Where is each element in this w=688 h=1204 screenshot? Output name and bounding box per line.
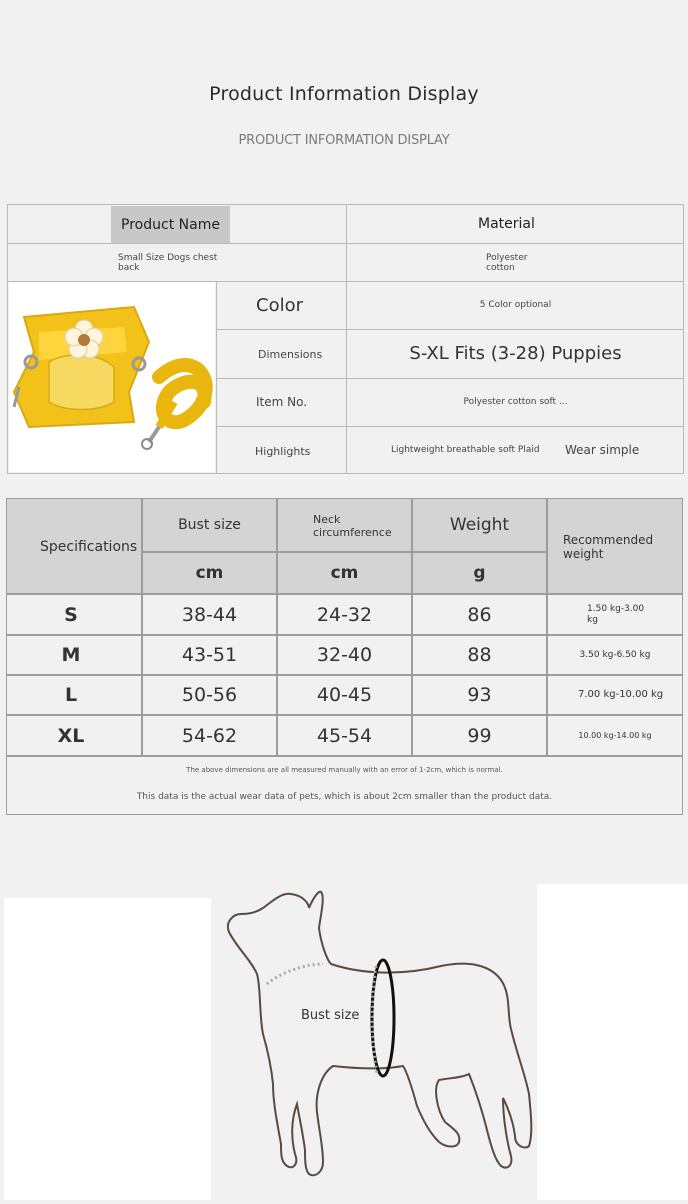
header-recommended-weight: Recommended weight [563, 533, 654, 561]
dog-outline-icon [211, 884, 537, 1200]
row-neck: 40-45 [316, 684, 373, 706]
row-weight: 88 [467, 644, 492, 666]
color-label: Color [256, 294, 303, 316]
size-table [6, 498, 683, 815]
row-recommended: 3.50 kg-6.50 kg [579, 650, 651, 660]
row-bust: 54-62 [181, 724, 238, 747]
bust-size-label: Bust size [301, 1008, 360, 1023]
product-info-table [7, 204, 684, 474]
highlights-label: Highlights [255, 444, 311, 458]
page-title: Product Information Display [209, 83, 479, 105]
item-no-value: Polyester cotton soft ... [463, 397, 568, 407]
row-weight: 93 [467, 684, 492, 706]
measurement-note: The above dimensions are all measured manually with an error of 1-2cm, which is normal. [186, 766, 503, 774]
col-divider [216, 281, 217, 473]
dimensions-label: Dimensions [258, 347, 323, 361]
row-neck: 24-32 [316, 603, 373, 626]
row-weight: 86 [467, 603, 492, 626]
wear-data-note: This data is the actual wear data of pets, which is about 2cm smaller than the product data. [136, 792, 553, 802]
harness-product-image [9, 282, 215, 472]
unit-bust: cm [195, 563, 224, 583]
row-size: S [64, 603, 78, 626]
header-bust-size: Bust size [178, 517, 241, 533]
highlights-value: Lightweight breathable soft Plaid [391, 444, 540, 455]
row-size: L [64, 684, 78, 706]
header-neck: Neck circumference [313, 513, 392, 539]
row-neck: 45-54 [316, 724, 373, 747]
row-neck: 32-40 [316, 644, 373, 666]
header-weight: Weight [449, 515, 510, 535]
dimensions-value: S-XL Fits (3-28) Puppies [409, 343, 622, 364]
highlights-value-2: Wear simple [565, 442, 640, 457]
harness-leash-icon [9, 282, 215, 472]
row-bust: 43-51 [181, 644, 238, 666]
product-name-value: Small Size Dogs chest back [118, 253, 218, 273]
dog-diagram [211, 884, 537, 1200]
item-no-label: Item No. [256, 395, 308, 409]
material-label: Material [478, 216, 535, 232]
product-name-label: Product Name [111, 206, 230, 243]
header-specifications: Specifications [40, 538, 138, 555]
unit-neck: cm [330, 563, 359, 583]
unit-weight: g [473, 563, 486, 583]
row-recommended: 1.50 kg-3.00 kg [587, 604, 645, 625]
white-panel-left [4, 898, 211, 1200]
row-weight: 99 [467, 724, 492, 747]
row-recommended: 10.00 kg-14.00 kg [578, 731, 652, 740]
row-size: XL [57, 724, 85, 747]
row-size: M [61, 644, 81, 666]
page-subtitle: PRODUCT INFORMATION DISPLAY [238, 133, 450, 148]
row-recommended: 7.00 kg-10.00 kg [578, 689, 664, 700]
col-divider [346, 205, 347, 473]
row-divider [7, 755, 682, 757]
row-bust: 38-44 [181, 603, 238, 626]
color-value: 5 Color optional [479, 300, 552, 310]
white-panel-right [537, 884, 688, 1200]
material-value: Polyester cotton [486, 253, 528, 273]
row-bust: 50-56 [181, 684, 238, 706]
